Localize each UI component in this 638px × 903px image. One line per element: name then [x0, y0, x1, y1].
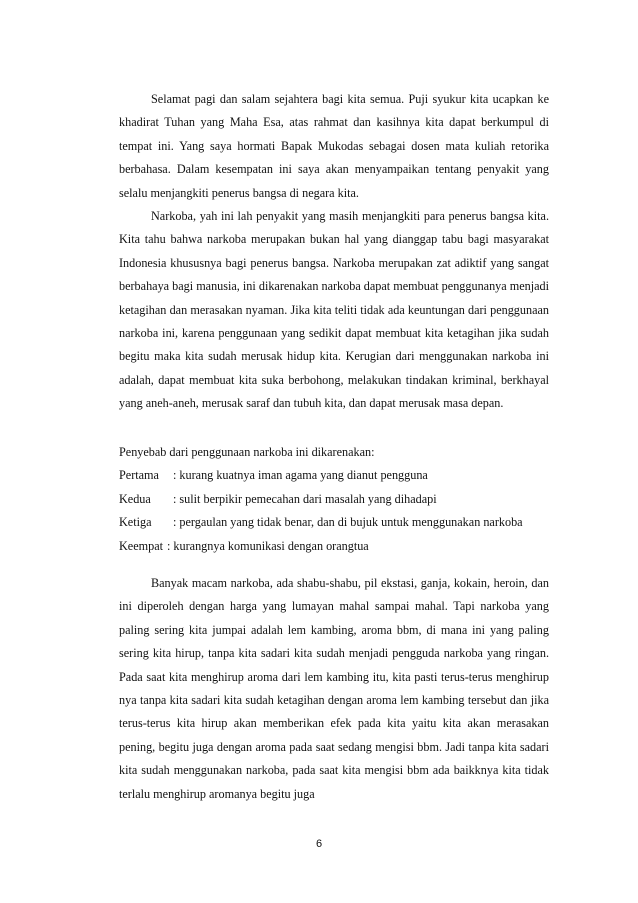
list-item — [119, 464, 549, 487]
causes-heading: Penyebab dari penggunaan narkoba ini dikarenakan: — [119, 445, 375, 459]
list-item-label: Pertama — [119, 468, 159, 483]
list-item — [119, 535, 549, 558]
list-item — [119, 488, 549, 511]
list-item-label: Ketiga — [119, 515, 152, 530]
closing-section — [119, 572, 549, 806]
list-item-text: : kurang kuatnya iman agama yang dianut pengguna — [173, 468, 428, 483]
paragraph-greeting: Selamat pagi dan salam sejahtera bagi kita semua. Puji syukur kita ucapkan ke khadirat Tuhan yang Maha Esa, atas rahmat dan kasihnya kita dapat berkumpul di tempat ini. Yang saya hormati Bapak Mukodas sebagai dosen mata kuliah retorika berbahasa. Dalam kesempatan ini saya akan menyampaikan tentang penyakit yang selalu menjangkiti penerus bangsa di negara kita. — [119, 92, 549, 200]
intro-section — [119, 88, 549, 416]
list-item-text: : sulit berpikir pemecahan dari masalah yang dihadapi — [173, 491, 437, 506]
list-item-text: : kurangnya komunikasi dengan orangtua — [167, 538, 369, 553]
list-item-label: Keempat — [119, 538, 163, 553]
list-item — [119, 511, 549, 534]
list-item-label: Kedua — [119, 491, 151, 506]
paragraph-types-of-narkoba: Banyak macam narkoba, ada shabu-shabu, pil ekstasi, ganja, kokain, heroin, dan ini diperoleh dengan harga yang lumayan mahal sampai mahal. Tapi narkoba yang paling sering kita jumpai adalah lem kambing, aroma bbm, di mana ini yang paling sering kita hirup, tanpa kita sadari kita sudah menjadi pengguda narkoba yang ringan. Pada saat kita menghirup aroma dari lem kambing itu, kita pasti terus-terus menghirup nya tanpa kita sadari kita sudah ketagihan dengan aroma lem kambing tersebut dan jika terus-terus kita hirup akan memberikan efek pada kita yaitu kita akan merasakan pening, begitu juga dengan aroma pada saat sedang mengisi bbm. Jadi tanpa kita sadari kita sudah menggunakan narkoba, pada saat kita mengisi bbm ada baikknya kita tidak terlalu menghirup aromanya begitu juga — [119, 576, 549, 801]
page-number: 6 — [315, 838, 323, 850]
list-item-text: : pergaulan yang tidak benar, dan di bujuk untuk menggunakan narkoba — [173, 515, 523, 530]
causes-list — [119, 441, 549, 558]
paragraph-narkoba-definition: Narkoba, yah ini lah penyakit yang masih menjangkiti para penerus bangsa kita. Kita tahu bahwa narkoba merupakan bukan hal yang dianggap tabu bagi masyarakat Indonesia khususnya bagi penerus bangsa. Narkoba merupakan zat adiktif yang sangat berbahaya bagi manusia, ini dikarenakan narkoba dapat membuat penggunanya menjadi ketagihan dan merasakan nyaman. Jika kita teliti tidak ada keuntungan dari penggunaan narkoba ini, karena penggunaan yang sedikit dapat membuat kita ketagihan jika sudah begitu maka kita sudah merusak hidup kita. Kerugian dari menggunakan narkoba ini adalah, dapat membuat kita suka berbohong, melakukan tindakan kriminal, berkhayal yang aneh-aneh, merusak saraf dan tubuh kita, dan dapat merusak masa depan. — [119, 209, 549, 411]
